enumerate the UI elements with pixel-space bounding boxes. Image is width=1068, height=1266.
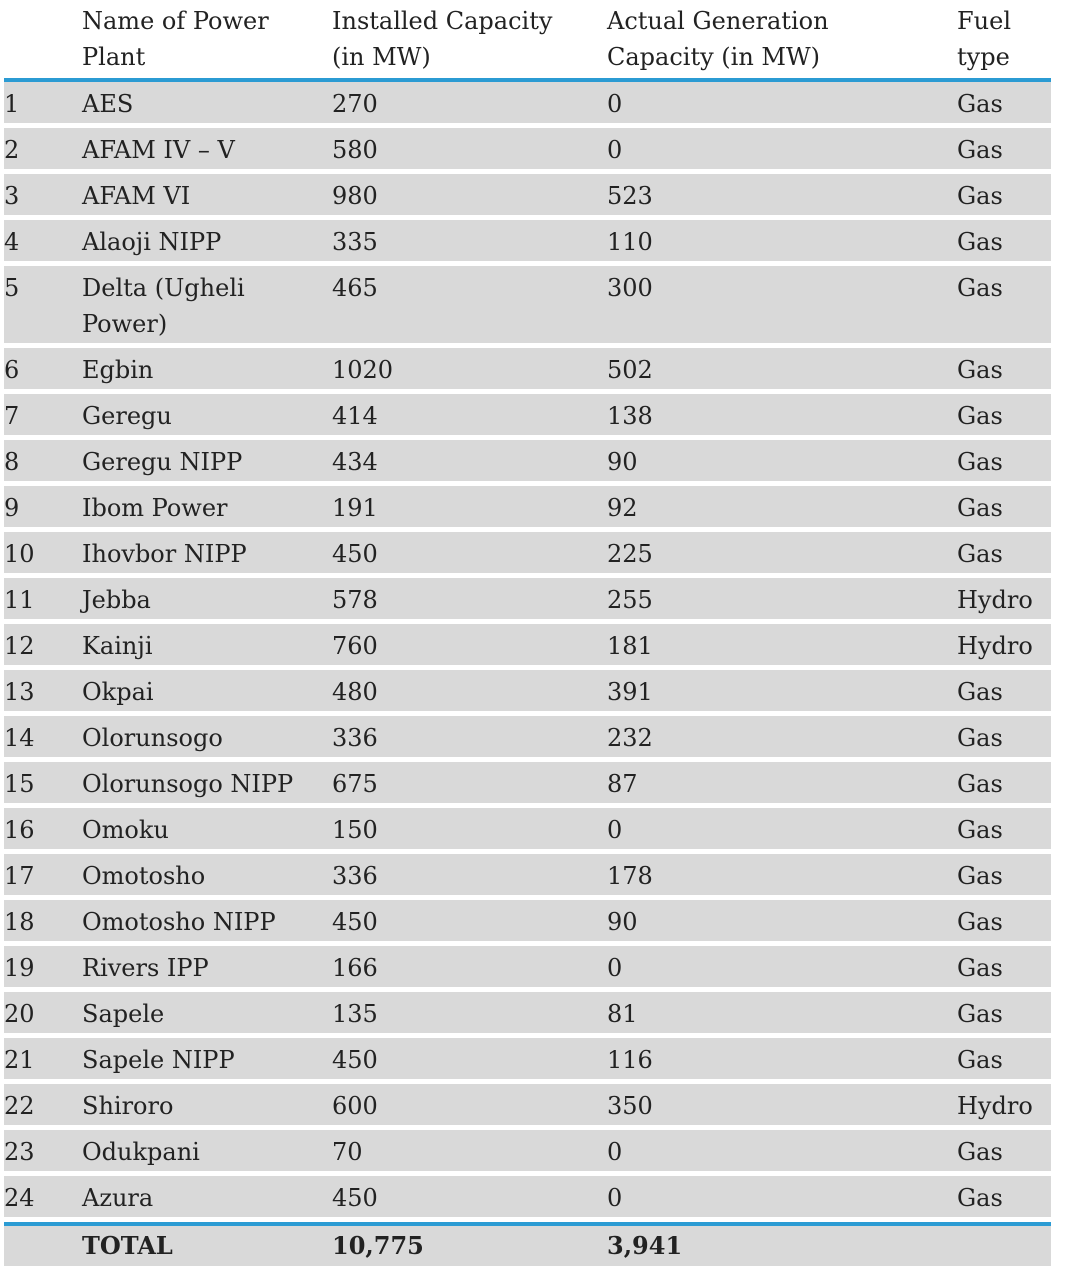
plant-name: Omotosho NIPP	[82, 908, 276, 936]
installed-capacity: 335	[332, 228, 378, 256]
fuel-type: Gas	[957, 678, 1003, 706]
installed-capacity: 191	[332, 494, 378, 522]
fuel-type: Gas	[957, 274, 1003, 302]
installed-capacity: 70	[332, 1138, 363, 1166]
fuel-type: Gas	[957, 494, 1003, 522]
table-row	[4, 1084, 1051, 1130]
table-row	[4, 762, 1051, 808]
table-header	[4, 0, 1051, 82]
installed-capacity: 465	[332, 274, 378, 302]
table-row	[4, 670, 1051, 716]
table-row	[4, 220, 1051, 266]
table-row	[4, 348, 1051, 394]
fuel-type: Gas	[957, 90, 1003, 118]
plant-name: Ihovbor NIPP	[82, 540, 247, 568]
actual-capacity: 232	[607, 724, 653, 752]
plant-name: Alaoji NIPP	[82, 228, 222, 256]
table-row	[4, 394, 1051, 440]
actual-capacity: 391	[607, 678, 653, 706]
actual-capacity: 87	[607, 770, 638, 798]
plant-name: AFAM IV – V	[82, 136, 235, 164]
actual-capacity: 255	[607, 586, 653, 614]
plant-name: Jebba	[82, 586, 151, 614]
installed-capacity: 980	[332, 182, 378, 210]
row-number: 5	[4, 274, 20, 302]
installed-capacity: 336	[332, 862, 378, 890]
fuel-type: Gas	[957, 1184, 1003, 1212]
table-row	[4, 808, 1051, 854]
table-row	[4, 266, 1051, 348]
installed-capacity: 675	[332, 770, 378, 798]
actual-capacity: 523	[607, 182, 653, 210]
fuel-type: Gas	[957, 182, 1003, 210]
fuel-type: Gas	[957, 770, 1003, 798]
installed-capacity: 450	[332, 540, 378, 568]
actual-capacity: 0	[607, 1184, 623, 1212]
header-actual: Actual Generation Capacity (in MW)	[607, 7, 829, 71]
table-row	[4, 174, 1051, 220]
actual-capacity: 300	[607, 274, 653, 302]
plant-name: Omotosho	[82, 862, 206, 890]
fuel-type: Gas	[957, 724, 1003, 752]
plant-name: Kainji	[82, 632, 153, 660]
actual-capacity: 81	[607, 1000, 638, 1028]
table-row	[4, 578, 1051, 624]
table-row	[4, 992, 1051, 1038]
table-row	[4, 624, 1051, 670]
actual-capacity: 90	[607, 908, 638, 936]
total-label: TOTAL	[82, 1231, 173, 1260]
table-row	[4, 1176, 1051, 1222]
row-number: 17	[4, 862, 35, 890]
installed-capacity: 336	[332, 724, 378, 752]
row-number: 24	[4, 1184, 35, 1212]
installed-capacity: 450	[332, 1184, 378, 1212]
installed-capacity: 580	[332, 136, 378, 164]
row-number: 16	[4, 816, 35, 844]
row-number: 8	[4, 448, 20, 476]
row-number: 10	[4, 540, 35, 568]
row-number: 9	[4, 494, 20, 522]
installed-capacity: 1020	[332, 356, 394, 384]
installed-capacity: 150	[332, 816, 378, 844]
table-row	[4, 128, 1051, 174]
plant-name: Sapele NIPP	[82, 1046, 235, 1074]
row-number: 23	[4, 1138, 35, 1166]
actual-capacity: 178	[607, 862, 653, 890]
plant-name: Rivers IPP	[82, 954, 209, 982]
table-body	[4, 82, 1051, 1222]
plant-name: Omoku	[82, 816, 169, 844]
table-row	[4, 1130, 1051, 1176]
fuel-type: Gas	[957, 448, 1003, 476]
actual-capacity: 110	[607, 228, 653, 256]
fuel-type: Gas	[957, 862, 1003, 890]
actual-capacity: 138	[607, 402, 653, 430]
installed-capacity: 450	[332, 908, 378, 936]
plant-name: Egbin	[82, 356, 154, 384]
fuel-type: Hydro	[957, 586, 1033, 614]
plant-name: Olorunsogo	[82, 724, 223, 752]
row-number: 2	[4, 136, 20, 164]
table-row	[4, 82, 1051, 128]
fuel-type: Gas	[957, 954, 1003, 982]
row-number: 12	[4, 632, 35, 660]
table-row	[4, 532, 1051, 578]
header-installed: Installed Capacity (in MW)	[332, 7, 553, 71]
row-number: 19	[4, 954, 35, 982]
fuel-type: Gas	[957, 908, 1003, 936]
row-number: 7	[4, 402, 20, 430]
plant-name: Sapele	[82, 1000, 165, 1028]
row-number: 6	[4, 356, 20, 384]
total-actual: 3,941	[607, 1231, 683, 1260]
row-number: 20	[4, 1000, 35, 1028]
actual-capacity: 116	[607, 1046, 653, 1074]
installed-capacity: 578	[332, 586, 378, 614]
actual-capacity: 0	[607, 1138, 623, 1166]
installed-capacity: 166	[332, 954, 378, 982]
fuel-type: Gas	[957, 1046, 1003, 1074]
row-number: 15	[4, 770, 35, 798]
row-number: 3	[4, 182, 20, 210]
fuel-type: Gas	[957, 136, 1003, 164]
installed-capacity: 760	[332, 632, 378, 660]
actual-capacity: 181	[607, 632, 653, 660]
fuel-type: Gas	[957, 228, 1003, 256]
plant-name: Olorunsogo NIPP	[82, 770, 294, 798]
installed-capacity: 414	[332, 402, 378, 430]
actual-capacity: 0	[607, 954, 623, 982]
actual-capacity: 350	[607, 1092, 653, 1120]
fuel-type: Gas	[957, 1000, 1003, 1028]
row-number: 13	[4, 678, 35, 706]
table-row	[4, 440, 1051, 486]
header-fuel: Fuel type	[957, 7, 1011, 71]
total-row	[4, 1222, 1051, 1266]
total-installed: 10,775	[332, 1231, 424, 1260]
table-row	[4, 1038, 1051, 1084]
table-row	[4, 946, 1051, 992]
row-number: 1	[4, 90, 20, 118]
actual-capacity: 0	[607, 816, 623, 844]
power-plant-table	[4, 0, 1051, 1266]
actual-capacity: 0	[607, 90, 623, 118]
actual-capacity: 92	[607, 494, 638, 522]
fuel-type: Hydro	[957, 1092, 1033, 1120]
fuel-type: Gas	[957, 1138, 1003, 1166]
fuel-type: Gas	[957, 402, 1003, 430]
installed-capacity: 434	[332, 448, 378, 476]
installed-capacity: 600	[332, 1092, 378, 1120]
plant-name: AES	[82, 90, 134, 118]
actual-capacity: 0	[607, 136, 623, 164]
plant-name: Geregu NIPP	[82, 448, 243, 476]
installed-capacity: 135	[332, 1000, 378, 1028]
actual-capacity: 90	[607, 448, 638, 476]
plant-name: Odukpani	[82, 1138, 200, 1166]
plant-name: Shiroro	[82, 1092, 174, 1120]
installed-capacity: 270	[332, 90, 378, 118]
row-number: 21	[4, 1046, 35, 1074]
row-number: 4	[4, 228, 20, 256]
plant-name: AFAM VI	[82, 182, 191, 210]
row-number: 18	[4, 908, 35, 936]
fuel-type: Gas	[957, 816, 1003, 844]
header-name: Name of Power Plant	[82, 7, 269, 71]
table-row	[4, 900, 1051, 946]
actual-capacity: 502	[607, 356, 653, 384]
fuel-type: Gas	[957, 540, 1003, 568]
actual-capacity: 225	[607, 540, 653, 568]
row-number: 11	[4, 586, 35, 614]
plant-name: Okpai	[82, 678, 154, 706]
plant-name: Azura	[82, 1184, 154, 1212]
table-row	[4, 486, 1051, 532]
row-number: 14	[4, 724, 35, 752]
row-number: 22	[4, 1092, 35, 1120]
table-row	[4, 854, 1051, 900]
fuel-type: Hydro	[957, 632, 1033, 660]
fuel-type: Gas	[957, 356, 1003, 384]
installed-capacity: 480	[332, 678, 378, 706]
installed-capacity: 450	[332, 1046, 378, 1074]
plant-name: Geregu	[82, 402, 172, 430]
plant-name: Ibom Power	[82, 494, 228, 522]
table-row	[4, 716, 1051, 762]
plant-name: Delta (Ugheli Power)	[82, 274, 245, 338]
